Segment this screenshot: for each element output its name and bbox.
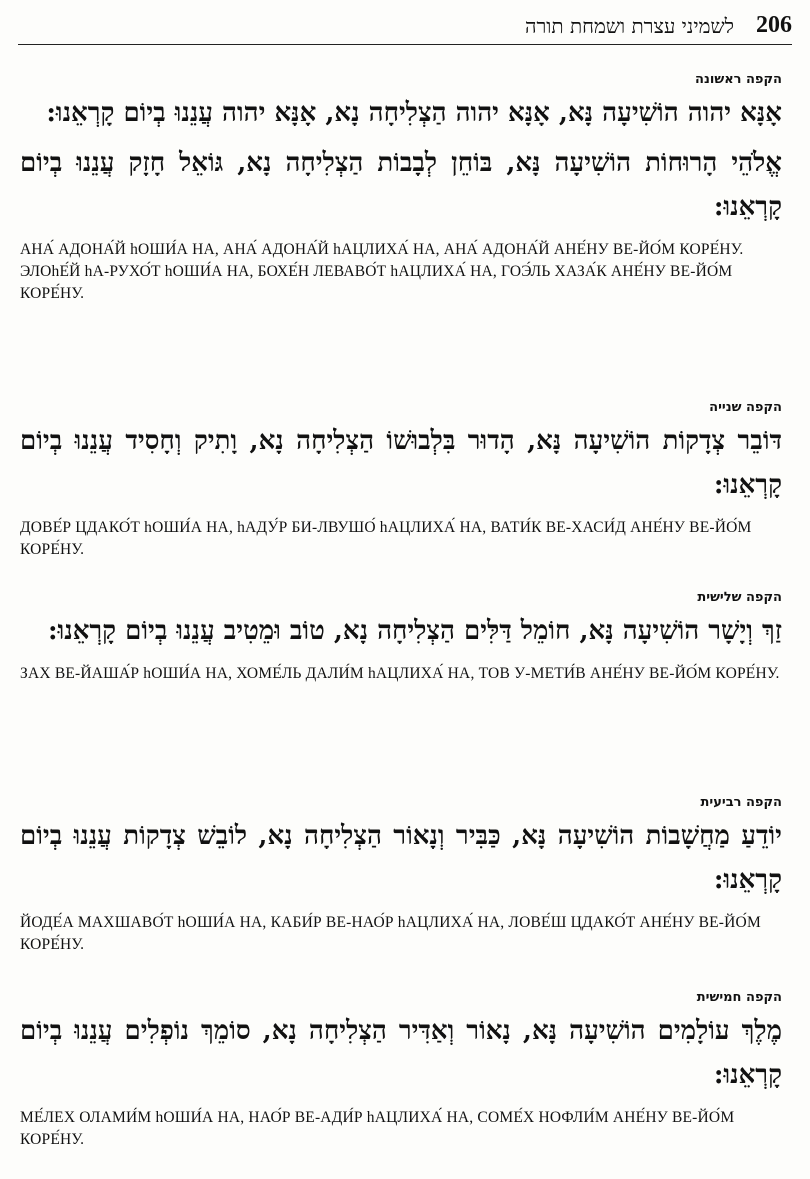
section-hakafa-5 [20,990,782,1151]
hebrew-verse: יוֹדֵעַ מַחֲשָׁבוֹת הוֹשִׁיעָה נָּא, כַּבִּיר וְנָאוֹר הַצְלִיחָה נָא, לוֹבֵשׁ צְדָקוֹת עֲנֵנוּ בְיוֹם קָרְאֵנוּ: [20,821,782,895]
transliteration: ДОВЕ́Р ЦДАКО́Т hОШИ́А НА, hАДУ́Р БИ-ЛВУШО́ hАЦЛИХА́ НА, ВАТИ́К ВЕ-ХАСИ́Д АНЕ́НУ ВЕ-ЙО́М КОРЕ́НУ. [20,519,752,558]
section-hakafa-2 [20,400,782,561]
section-hakafa-1 [20,72,782,305]
page-header [18,10,792,45]
hebrew-verse: אָנָּא יהוה הוֹשִׁיעָה נָּא, אָנָּא יהוה הַצְלִיחָה נָא, אָנָּא יהוה עֲנֵנוּ בְיוֹם קָרְאֵנוּ: [46,98,782,128]
section-label: הקפה חמישית [696,990,782,1005]
transliteration: ЗАХ ВЕ-ЙАША́Р hОШИ́А НА, ХОМЕ́ЛЬ ДАЛИ́М hАЦЛИХА́ НА, ТОВ У-МЕТИ́В АНЕ́НУ ВЕ-ЙО́М КОРЕ́НУ. [20,665,780,682]
section-hakafa-4 [20,795,782,956]
hebrew-verse: דּוֹבֵר צְדָקוֹת הוֹשִׁיעָה נָּא, הָדוּר בִּלְבוּשׁוֹ הַצְלִיחָה נָא, וָתִיק וְחָסִיד עֲנֵנוּ בְיוֹם קָרְאֵנוּ: [20,426,782,500]
page-number: 206 [756,12,792,38]
section-hakafa-3 [20,590,782,685]
transliteration: ЙОДЕ́А МАХШАВО́Т hОШИ́А НА, КАБИ́Р ВЕ-НАО́Р hАЦЛИХА́ НА, ЛОВЕ́Ш ЦДАКО́Т АНЕ́НУ ВЕ-ЙО́М КОРЕ́НУ. [20,914,761,953]
transliteration: МЕ́ЛЕХ ОЛАМИ́М hОШИ́А НА, НАО́Р ВЕ-АДИ́Р hАЦЛИХА́ НА, СОМЕ́Х НОФЛИ́М АНЕ́НУ ВЕ-ЙО́М КОРЕ́НУ. [20,1109,735,1148]
section-label: הקפה שנייה [709,400,782,415]
running-title: לשמיני עצרת ושמחת תורה [524,14,734,38]
transliteration: АНА́ АДОНА́Й hОШИ́А НА, АНА́ АДОНА́Й hАЦЛИХА́ НА, АНА́ АДОНА́Й АНЕ́НУ ВЕ-ЙО́М КОРЕ́НУ. [20,241,744,258]
hebrew-verse: מֶלֶךְ עוֹלָמִים הוֹשִׁיעָה נָּא, נָאוֹר וְאַדִּיר הַצְלִיחָה נָא, סוֹמֵךְ נוֹפְלִים עֲנֵנוּ בְיוֹם קָרְאֵנוּ: [20,1016,782,1090]
transliteration: ЭЛОhЕ́Й hА-РУХО́Т hОШИ́А НА, БОХЕ́Н ЛЕВАВО́Т hАЦЛИХА́ НА, ГОЭ́ЛЬ ХАЗА́К АНЕ́НУ ВЕ-ЙО́М КОРЕ́НУ. [20,263,733,302]
section-label: הקפה שלישית [697,590,782,605]
section-label: הקפה ראשונה [695,72,782,87]
hebrew-verse: אֱלֹהֵי הָרוּחוֹת הוֹשִׁיעָה נָּא, בּוֹחֵן לְבָבוֹת הַצְלִיחָה נָא, גּוֹאֵל חָזָק עֲנֵנוּ בְיוֹם קָרְאֵנוּ: [20,148,782,222]
hebrew-verse: זַךְ וְיָשָׁר הוֹשִׁיעָה נָּא, חוֹמֵל דַּלִּים הַצְלִיחָה נָא, טוֹב וּמֵטִיב עֲנֵנוּ בְיוֹם קָרְאֵנוּ: [47,616,782,646]
section-label: הקפה רביעית [700,795,782,810]
